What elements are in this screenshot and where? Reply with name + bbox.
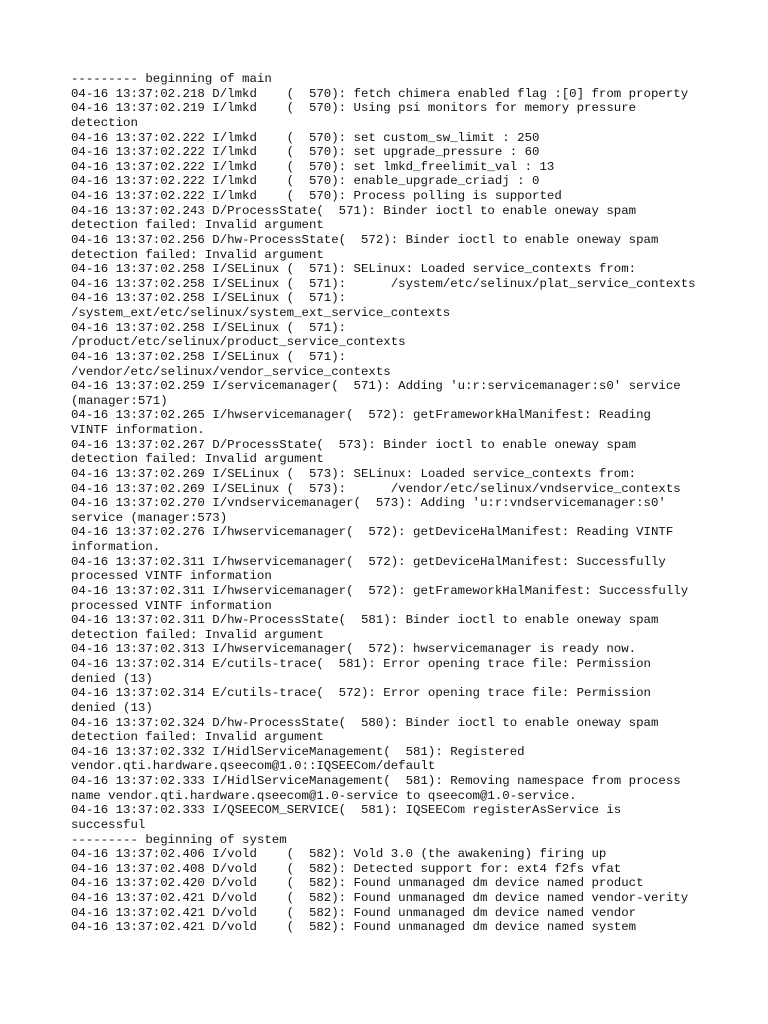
log-line: information. (71, 540, 161, 554)
log-line: 04-16 13:37:02.222 I/lmkd ( 570): Process polling is supported (71, 189, 562, 203)
log-line: detection failed: Invalid argument (71, 730, 324, 745)
log-line: 04-16 13:37:02.311 I/hwservicemanager( 572): getDeviceHalManifest: Successfully (71, 554, 666, 569)
log-line: vendor.qti.hardware.qseecom@1.0::IQSEECom/default (71, 759, 436, 774)
log-line: --------- beginning of system (71, 832, 287, 847)
log-line: (manager:571) (71, 393, 168, 408)
log-line: service (manager:573) (71, 510, 228, 525)
log-line: 04-16 13:37:02.258 I/SELinux ( 571): (71, 291, 347, 306)
log-line: 04-16 13:37:02.408 D/vold ( 582): Detected support for: ext4 f2fs vfat (71, 861, 622, 876)
log-line: 04-16 13:37:02.333 I/QSEECOM_SERVICE( 581): IQSEECom registerAsService is (71, 803, 622, 818)
log-line: 04-16 13:37:02.258 I/SELinux ( 571): SELinux: Loaded service_contexts from: (71, 262, 637, 277)
log-line: 04-16 13:37:02.269 I/SELinux ( 573): SELinux: Loaded service_contexts from: (71, 466, 637, 481)
log-line: successful (71, 817, 146, 832)
log-line: 04-16 13:37:02.269 I/SELinux ( 573): /vendor/etc/selinux/vndservice_contexts (71, 481, 681, 496)
log-line: VINTF information. (71, 423, 205, 437)
log-line: 04-16 13:37:02.276 I/hwservicemanager( 572): getDeviceHalManifest: Reading VINTF (71, 525, 674, 540)
log-line: 04-16 13:37:02.259 I/servicemanager( 571): Adding 'u:r:servicemanager:s0' service (71, 379, 681, 394)
log-line: 04-16 13:37:02.421 D/vold ( 582): Found unmanaged dm device named vendor (71, 905, 637, 920)
log-line: 04-16 13:37:02.406 I/vold ( 582): Vold 3.0 (the awakening) firing up (71, 847, 607, 862)
log-line: /vendor/etc/selinux/vendor_service_contexts (71, 364, 391, 379)
log-line: 04-16 13:37:02.258 I/SELinux ( 571): (71, 349, 347, 364)
log-line: 04-16 13:37:02.218 D/lmkd ( 570): fetch chimera enabled flag :[0] from property (71, 86, 689, 101)
log-document (71, 72, 731, 935)
log-line: 04-16 13:37:02.270 I/vndservicemanager( 573): Adding 'u:r:vndservicemanager:s0' (71, 496, 666, 511)
log-line: --------- beginning of main (71, 72, 272, 86)
log-line: 04-16 13:37:02.258 I/SELinux ( 571): (71, 320, 347, 335)
log-line: detection failed: Invalid argument (71, 452, 324, 467)
log-line: 04-16 13:37:02.222 I/lmkd ( 570): set upgrade_pressure : 60 (71, 145, 540, 160)
log-line: 04-16 13:37:02.265 I/hwservicemanager( 572): getFrameworkHalManifest: Reading (71, 408, 651, 423)
log-line: 04-16 13:37:02.324 D/hw-ProcessState( 580): Binder ioctl to enable oneway spam (71, 715, 659, 730)
log-line: denied (13) (71, 671, 153, 686)
log-line: 04-16 13:37:02.420 D/vold ( 582): Found unmanaged dm device named product (71, 876, 644, 891)
log-line: detection failed: Invalid argument (71, 247, 324, 262)
log-line: 04-16 13:37:02.314 E/cutils-trace( 581): Error opening trace file: Permission (71, 657, 651, 671)
log-line: denied (13) (71, 700, 153, 715)
log-line: 04-16 13:37:02.258 I/SELinux ( 571): /system/etc/selinux/plat_service_contexts (71, 276, 696, 291)
log-line: detection failed: Invalid argument (71, 627, 324, 642)
log-line: 04-16 13:37:02.333 I/HidlServiceManagement( 581): Removing namespace from process (71, 774, 681, 788)
log-line: name vendor.qti.hardware.qseecom@1.0-service to qseecom@1.0-service. (71, 788, 577, 803)
log-line: 04-16 13:37:02.222 I/lmkd ( 570): set lmkd_freelimit_val : 13 (71, 159, 555, 174)
log-line: 04-16 13:37:02.256 D/hw-ProcessState( 572): Binder ioctl to enable oneway spam (71, 232, 659, 247)
log-line: processed VINTF information (71, 569, 272, 584)
log-line: processed VINTF information (71, 598, 272, 613)
log-line: 04-16 13:37:02.243 D/ProcessState( 571): Binder ioctl to enable oneway spam (71, 203, 637, 218)
log-line: /product/etc/selinux/product_service_contexts (71, 335, 406, 350)
log-line: 04-16 13:37:02.311 D/hw-ProcessState( 581): Binder ioctl to enable oneway spam (71, 613, 659, 628)
log-line: 04-16 13:37:02.311 I/hwservicemanager( 572): getFrameworkHalManifest: Successfully (71, 583, 689, 598)
log-line: 04-16 13:37:02.267 D/ProcessState( 573): Binder ioctl to enable oneway spam (71, 437, 637, 452)
log-line: 04-16 13:37:02.421 D/vold ( 582): Found unmanaged dm device named system (71, 920, 637, 935)
log-line: 04-16 13:37:02.313 I/hwservicemanager( 572): hwservicemanager is ready now. (71, 642, 637, 657)
log-line: 04-16 13:37:02.222 I/lmkd ( 570): enable_upgrade_criadj : 0 (71, 174, 540, 189)
log-line: detection failed: Invalid argument (71, 218, 324, 233)
log-line: 04-16 13:37:02.421 D/vold ( 582): Found unmanaged dm device named vendor-verity (71, 891, 689, 905)
log-line: /system_ext/etc/selinux/system_ext_service_contexts (71, 306, 451, 320)
log-line: detection (71, 115, 138, 130)
log-line: 04-16 13:37:02.219 I/lmkd ( 570): Using psi monitors for memory pressure (71, 101, 637, 116)
log-line: 04-16 13:37:02.314 E/cutils-trace( 572): Error opening trace file: Permission (71, 686, 651, 701)
log-line: 04-16 13:37:02.222 I/lmkd ( 570): set custom_sw_limit : 250 (71, 130, 540, 145)
log-line: 04-16 13:37:02.332 I/HidlServiceManagement( 581): Registered (71, 744, 525, 759)
